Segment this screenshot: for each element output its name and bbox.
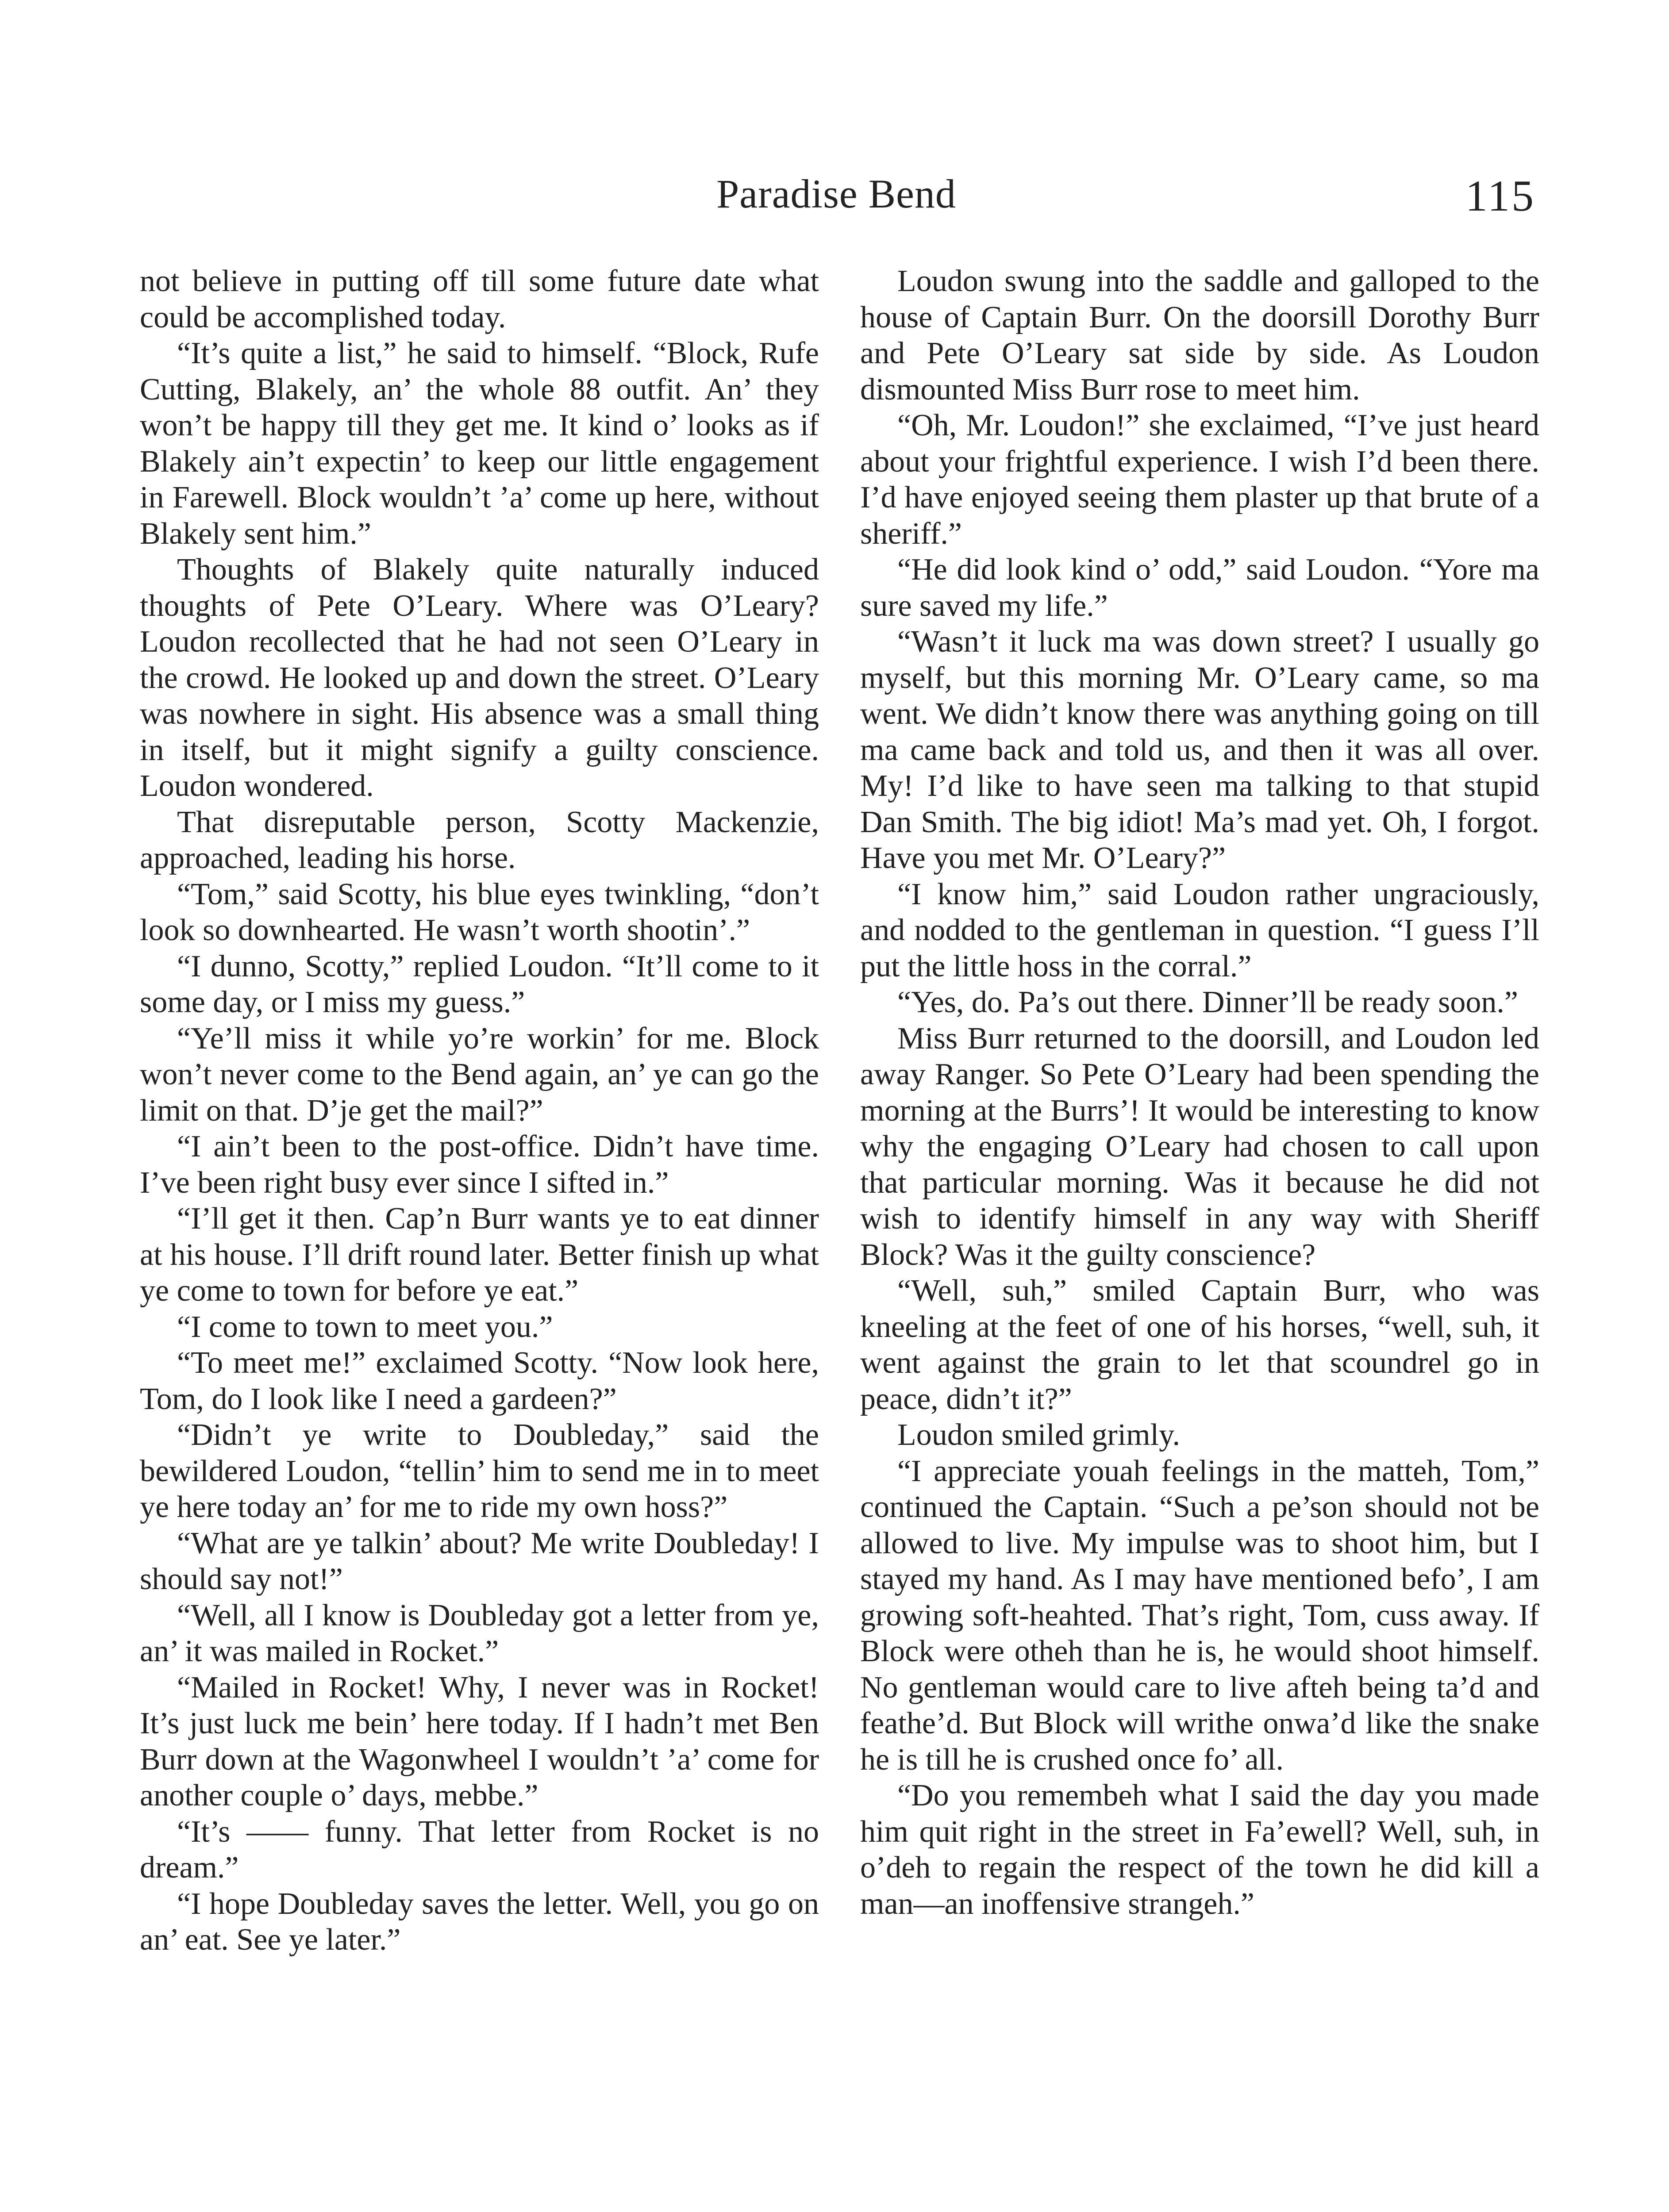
paragraph: “Well, suh,” smiled Captain Burr, who was kneeling at the feet of one of his horses, “well, suh, it went against the grain to let that scoundrel go in peace, didn’t it?” [860,1274,1539,1416]
paragraph: Miss Burr returned to the doorsill, and Loudon led away Ranger. So Pete O’Leary had been spending the morning at the Burrs’! It would be interesting to know why the engaging O’Leary had chosen to call upon that particular morning. Was it because he did not wish to identify himself in any way with Sheriff Block? Was it the guilty conscience? [860,1021,1539,1272]
paragraph: “I hope Doubleday saves the letter. Well, you go on an’ eat. See ye later.” [140,1886,819,1957]
page-number: 115 [1465,171,1535,220]
paragraph: “Oh, Mr. Loudon!” she exclaimed, “I’ve just heard about your frightful experience. I wish I’d been there. I’d have enjoyed seeing them plaster up that brute of a sheriff.” [860,408,1539,551]
paragraph: Thoughts of Blakely quite naturally induced thoughts of Pete O’Leary. Where was O’Leary? Loudon recollected that he had not seen O’Leary in the crowd. He looked up and down the street. O’Leary was nowhere in sight. His absence was a small thing in itself, but it might signify a guilty conscience. Loudon wondered. [140,553,819,803]
right-column [860,263,1539,2212]
paragraph: “I come to town to meet you.” [177,1310,553,1344]
paragraph: “I know him,” said Loudon rather ungraciously, and nodded to the gentleman in question. “I guess I’ll put the little hoss in the corral.” [860,877,1539,983]
paragraph: “It’s —— funny. That letter from Rocket is no dream.” [140,1814,819,1885]
left-column [140,263,819,2212]
paragraph: Loudon swung into the saddle and galloped to the house of Captain Burr. On the doorsill Dorothy Burr and Pete O’Leary sat side by side. As Loudon dismounted Miss Burr rose to meet him. [860,264,1539,407]
paragraph: “He did look kind o’ odd,” said Loudon. “Yore ma sure saved my life.” [860,553,1539,623]
paragraph: “I appreciate youah feelings in the matteh, Tom,” continued the Captain. “Such a pe’son should not be allowed to live. My impulse was to shoot him, but I stayed my hand. As I may have mentioned befo’, I am growing soft-heahted. That’s right, Tom, cuss away. If Block were otheh than he is, he would shoot himself. No gentleman would care to live afteh being ta’d and feathe’d. But Block will writhe onwa’d like the snake he is till he is crushed once fo’ all. [860,1454,1539,1777]
paragraph: “What are ye talkin’ about? Me write Doubleday! I should say not!” [140,1526,819,1596]
paragraph: “Yes, do. Pa’s out there. Dinner’ll be ready soon.” [897,985,1518,1019]
paragraph: “Wasn’t it luck ma was down street? I usually go myself, but this morning Mr. O’Leary came, so ma went. We didn’t know there was anything going on till ma came back and told us, and then it was all over. My! I’d like to have seen ma talking to that stupid Dan Smith. The big idiot! Ma’s mad yet. Oh, I forgot. Have you met Mr. O’Leary?” [860,625,1539,875]
paragraph: “To meet me!” exclaimed Scotty. “Now look here, Tom, do I look like I need a gardeen?” [140,1346,819,1416]
paragraph: not believe in putting off till some future date what could be accomplished today. [140,264,819,334]
paragraph: “Ye’ll miss it while yo’re workin’ for me. Block won’t never come to the Bend again, an’ ye can go the limit on that. D’je get the mail?” [140,1021,819,1128]
running-title: Paradise Bend [716,171,956,216]
paragraph: “Tom,” said Scotty, his blue eyes twinkling, “don’t look so downhearted. He wasn’t worth shootin’.” [140,877,819,947]
paragraph: “I’ll get it then. Cap’n Burr wants ye to eat dinner at his house. I’ll drift round later. Better finish up what ye come to town for before ye eat.” [140,1202,819,1308]
paragraph: “Mailed in Rocket! Why, I never was in Rocket! It’s just luck me bein’ here today. If I hadn’t met Ben Burr down at the Wagonwheel I wouldn’t ’a’ come for another couple o’ days, mebbe.” [140,1670,819,1813]
paragraph: “It’s quite a list,” he said to himself. “Block, Rufe Cutting, Blakely, an’ the whole 88 outfit. An’ they won’t be happy till they get me. It kind o’ looks as if Blakely ain’t expectin’ to keep our little engagement in Farewell. Block wouldn’t ’a’ come up here, without Blakely sent him.” [140,336,819,551]
paragraph: “Didn’t ye write to Doubleday,” said the bewildered Loudon, “tellin’ him to send me in to meet ye here today an’ for me to ride my own hoss?” [140,1418,819,1524]
paragraph: Loudon smiled grimly. [897,1418,1181,1452]
paragraph: “Do you remembeh what I said the day you made him quit right in the street in Fa’ewell? Well, suh, in o’deh to regain the respect of the town he did kill a man—an inoffensive strangeh.” [860,1778,1539,1921]
paragraph: “I ain’t been to the post-office. Didn’t have time. I’ve been right busy ever since I sifted in.” [140,1129,819,1200]
paragraph: “Well, all I know is Doubleday got a letter from ye, an’ it was mailed in Rocket.” [140,1598,819,1668]
running-head [137,170,1535,237]
paragraph: “I dunno, Scotty,” replied Loudon. “It’ll come to it some day, or I miss my guess.” [140,949,819,1019]
paragraph: That disreputable person, Scotty Mackenzie, approached, leading his horse. [140,805,819,875]
